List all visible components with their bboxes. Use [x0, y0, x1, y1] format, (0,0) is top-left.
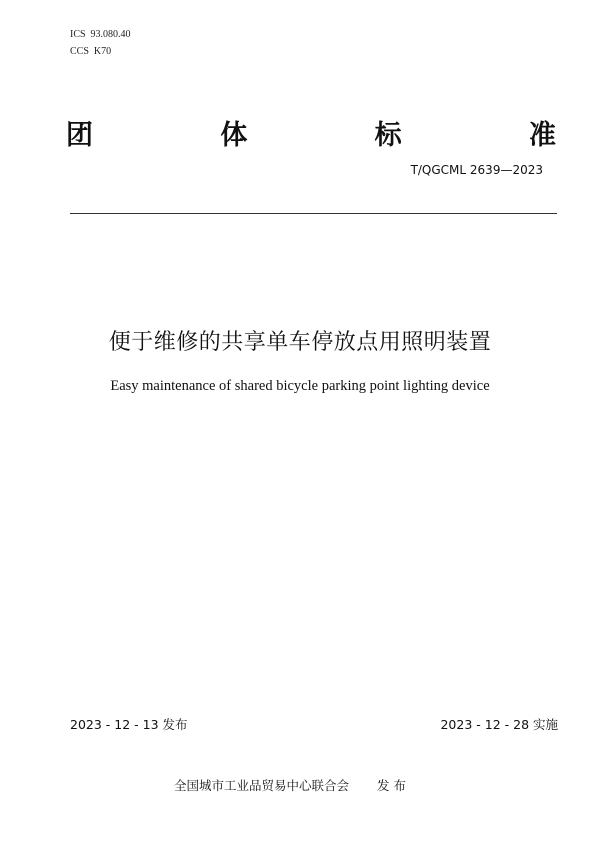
- standard-type-char: 团: [66, 120, 93, 151]
- header-divider: [70, 213, 557, 214]
- standard-type-heading: [66, 113, 556, 152]
- document-title-english: Easy maintenance of shared bicycle parking point lighting device: [110, 378, 490, 394]
- publisher-name: 全国城市工业品贸易中心联合会: [174, 778, 350, 793]
- publish-action: 发 布: [377, 778, 406, 793]
- document-title-chinese: 便于维修的共享单车停放点用照明装置: [108, 330, 492, 355]
- standard-type-char: 体: [220, 120, 248, 151]
- ccs-classification: CCS K70: [70, 46, 112, 57]
- issue-date: 2023 - 12 - 13 发布: [70, 717, 188, 732]
- standard-type-char: 标: [374, 120, 402, 151]
- implementation-date: 2023 - 12 - 28 实施: [440, 717, 558, 732]
- ics-classification: ICS 93.080.40: [70, 29, 131, 40]
- standard-code: T/QGCML 2639—2023: [410, 163, 543, 177]
- publisher-line: [174, 776, 406, 794]
- standard-type-char: 准: [528, 120, 556, 151]
